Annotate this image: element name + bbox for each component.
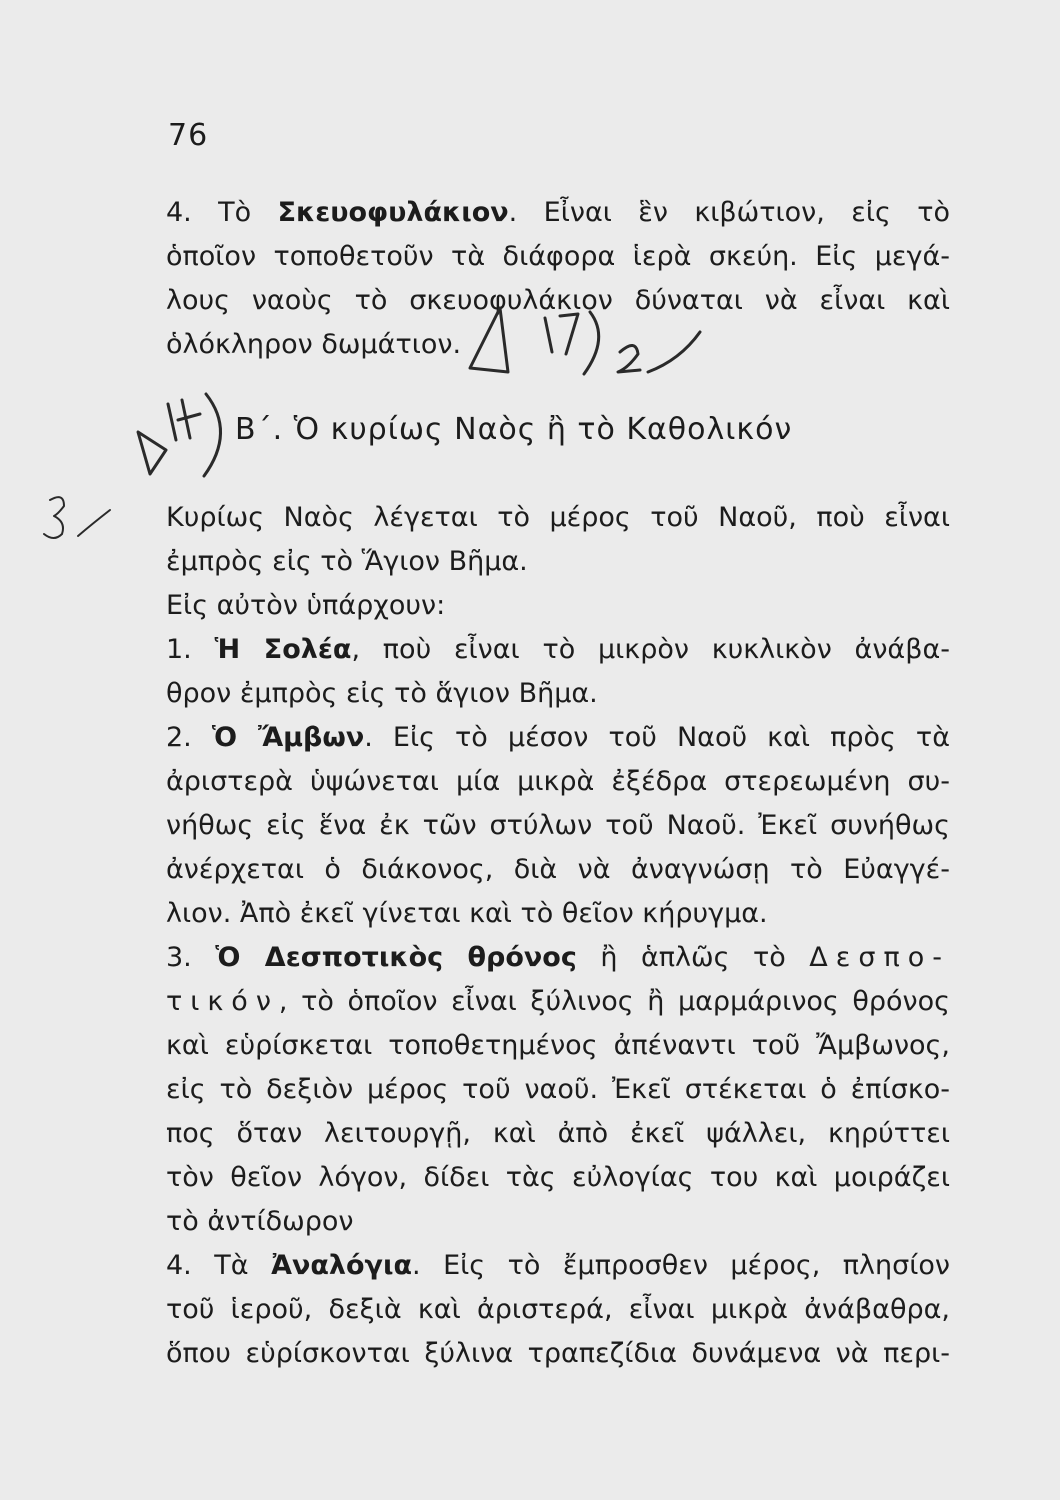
item2-line-3: νήθως εἰς ἕνα ἐκ τῶν στύλων τοῦ Ναοῦ. Ἐκεῖ συνήθως: [166, 810, 950, 841]
item3-spaced-term-start: Δεσπο-: [809, 942, 950, 973]
pencil-tick: [78, 510, 110, 536]
pencil-triangle-2: [138, 432, 166, 474]
item4-line-2: τοῦ ἱεροῦ, δεξιὰ καὶ ἀριστερά, εἶναι μικρὰ ἀνάβαθρα,: [166, 1294, 950, 1325]
item3-line2-text: , τὸ ὁποῖον εἶναι ξύλινος ἢ μαρμάρινος θρόνος: [278, 986, 950, 1017]
item4-number: 4. Τὰ: [166, 1250, 272, 1281]
item2-line-1: [166, 718, 950, 758]
page-number: 76: [168, 118, 209, 153]
item4-line-1: [166, 1246, 950, 1286]
section4-term: Σκευοφυλάκιον: [277, 197, 509, 228]
item2-term: Ὁ Ἄμβων: [211, 722, 365, 753]
section4-line-1: [166, 193, 950, 233]
item3-line-7: τὸ ἀντίδωρον: [166, 1206, 354, 1237]
item1-number: 1.: [166, 634, 215, 665]
item3-text: ἢ ἁπλῶς τὸ: [576, 942, 810, 973]
item4-line-3: ὅπου εὑρίσκονται ξύλινα τραπεζίδια δυνάμενα νὰ περι-: [166, 1338, 950, 1369]
item4-text: . Εἰς τὸ ἔμπροσθεν μέρος, πλησίον: [412, 1250, 950, 1281]
item2-line-2: ἀριστερὰ ὑψώνεται μία μικρὰ ἐξέδρα στερεωμένη συ-: [166, 766, 950, 797]
item1-line-2: θρον ἐμπρὸς εἰς τὸ ἅγιον Βῆμα.: [166, 678, 598, 709]
section4-number: 4. Τὸ: [166, 197, 278, 228]
item1-term: Ἡ Σολέα: [214, 634, 352, 665]
section4-line-2: ὁποῖον τοποθετοῦν τὰ διάφορα ἱερὰ σκεύη. Εἰς μεγά-: [166, 241, 950, 272]
item3-line-5: πος ὅταν λειτουργῇ, καὶ ἀπὸ ἐκεῖ ψάλλει, κηρύττει: [166, 1118, 950, 1149]
item3-term: Ὁ Δεσποτικὸς θρόνος: [215, 942, 577, 973]
item1-text: , ποὺ εἶναι τὸ μικρὸν κυκλικὸν ἀνάβα-: [351, 634, 950, 665]
section4-line-4: ὁλόκληρον δωμάτιον.: [166, 329, 462, 360]
pencil-bracket-2: [204, 394, 221, 476]
item3-line-2: [166, 982, 950, 1022]
item2-text: . Εἰς τὸ μέσον τοῦ Ναοῦ καὶ πρὸς τὰ: [364, 722, 950, 753]
item3-line-3: καὶ εὑρίσκεται τοποθετημένος ἀπέναντι τοῦ Ἄμβωνος,: [166, 1030, 950, 1061]
item2-line-4: ἀνέρχεται ὁ διάκονος, διὰ νὰ ἀναγνώσῃ τὸ Εὐαγγέ-: [166, 854, 950, 885]
item4-term: Ἀναλόγια: [271, 1250, 413, 1281]
item3-spaced-term-end: τικόν: [166, 986, 279, 1017]
item3-line-1: [166, 938, 950, 978]
item3-line-6: τὸν θεῖον λόγον, δίδει τὰς εὐλογίας του καὶ μοιράζει: [166, 1162, 950, 1193]
item1-line-1: [166, 630, 950, 670]
item2-number: 2.: [166, 722, 212, 753]
section4-text: . Εἶναι ἓν κιβώτιον, εἰς τὸ: [508, 197, 951, 228]
pencil-stroke-3: [168, 404, 176, 440]
item2-line-5: λιον. Ἀπὸ ἐκεῖ γίνεται καὶ τὸ θεῖον κήρυγμα.: [166, 898, 768, 929]
section-heading: Β΄. Ὁ κυρίως Ναὸς ἢ τὸ Καθολικόν: [235, 412, 793, 447]
item3-number: 3.: [166, 942, 216, 973]
pencil-three: [44, 497, 64, 538]
pencil-stroke-4: [178, 400, 200, 438]
intro-line-2: ἐμπρὸς εἰς τὸ Ἅγιον Βῆμα.: [166, 546, 528, 577]
section4-line-3: λους ναοὺς τὸ σκευοφυλάκιον δύναται νὰ εἶναι καὶ: [166, 285, 950, 316]
item3-line-4: εἰς τὸ δεξιὸν μέρος τοῦ ναοῦ. Ἐκεῖ στέκεται ὁ ἐπίσκο-: [166, 1074, 950, 1105]
intro-line-1: Κυρίως Ναὸς λέγεται τὸ μέρος τοῦ Ναοῦ, ποὺ εἶναι: [166, 502, 950, 533]
intro-line-3: Εἰς αὐτὸν ὑπάρχουν:: [166, 590, 446, 621]
